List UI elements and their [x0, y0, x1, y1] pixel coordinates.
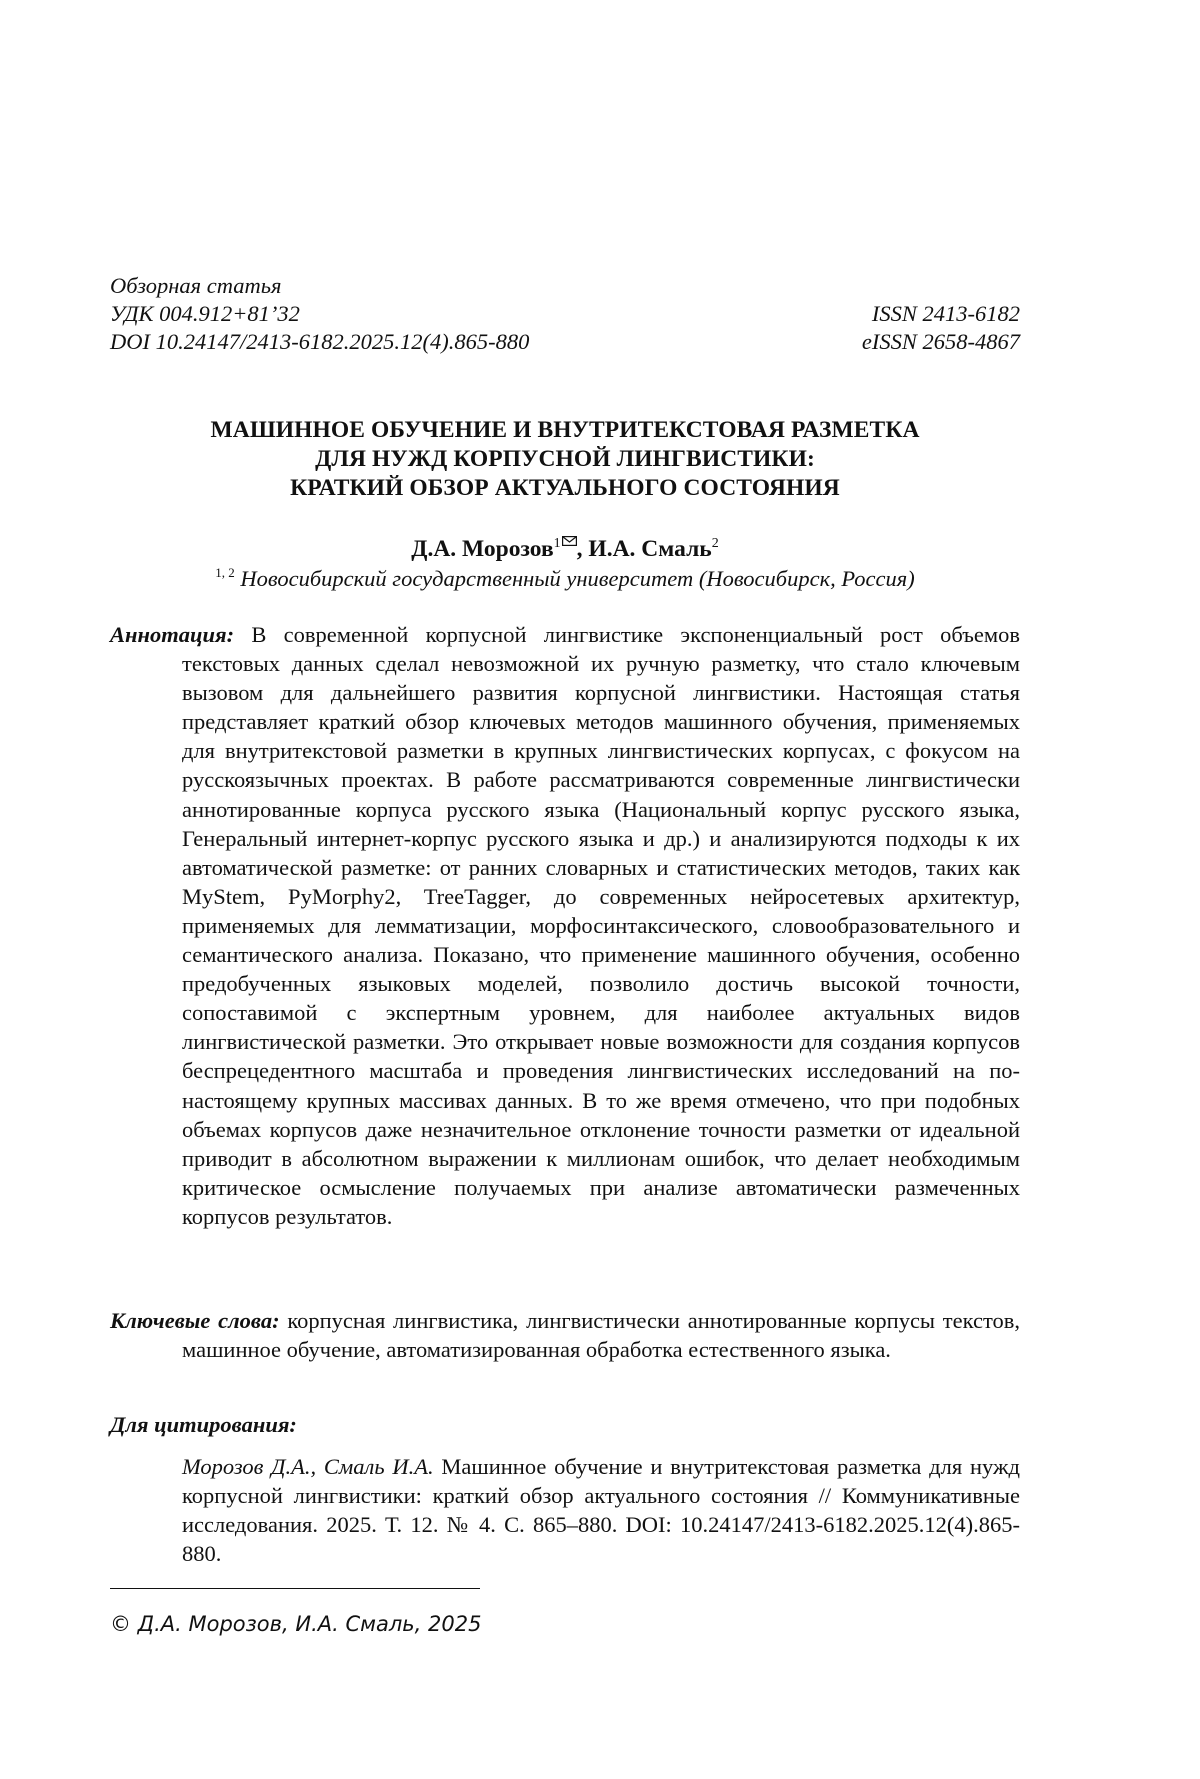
udc-code: УДК 004.912+81’32 — [110, 301, 300, 326]
issn: ISSN 2413-6182 — [871, 301, 1020, 326]
article-meta — [110, 272, 1020, 356]
author-2-name: И.А. Смаль — [588, 536, 712, 562]
keywords-text: корпусная лингвистика, лингвистически аннотированные корпусы текстов, машинное обучение, автоматизированная обработка естественного языка. — [182, 1308, 1021, 1363]
abstract — [110, 620, 1020, 1231]
affiliation — [110, 564, 1020, 594]
author-1-name: Д.А. Морозов — [411, 536, 554, 562]
doi: DOI 10.24147/2413-6182.2025.12(4).865-880 — [110, 329, 530, 354]
title-line-1: МАШИННОЕ ОБУЧЕНИЕ И ВНУТРИТЕКСТОВАЯ РАЗМЕТКА — [210, 417, 920, 443]
eissn: eISSN 2658-4867 — [861, 329, 1020, 354]
title-line-2: ДЛЯ НУЖД КОРПУСНОЙ ЛИНГВИСТИКИ: — [315, 446, 815, 472]
meta-row-doi — [110, 328, 1020, 356]
article-type: Обзорная статья — [110, 273, 282, 298]
abstract-label: Аннотация: — [110, 622, 235, 647]
author-1-affil-mark: 1 — [553, 536, 561, 551]
author-2-affil-mark: 2 — [711, 536, 719, 551]
abstract-text: В современной корпусной лингвистике экспоненциальный рост объемов текстовых данных сделал невозможной их ручную разметку, что стало ключевым вызовом для дальнейшего развития корпусной лингвистики. Настоящая статья представляет краткий обзор ключевых методов машинного обучения, применяемых для внутритекстовой разметки в крупных лингвистических корпусах, с фокусом на русскоязычных проектах. В работе рассматриваются современные лингвистически аннотированные корпуса русского языка (Национальный корпус русского языка, Генеральный интернет-корпус русского языка и др.) и анализируются подходы к их автоматической разметке: от ранних словарных и статистических методов, таких как MyStem, PyMorphy2, TreeTagger, до современных нейросетевых архитектур, применяемых для лемматизации, морфосинтаксического, словообразовательного и семантического анализа. Показано, что применение машинного обучения, особенно предобученных языковых моделей, позволило достичь высокой точности, сопоставимой с экспертным уровнем, для наиболее актуальных видов лингвистической разметки. Это открывает новые возможности для создания корпусов беспрецедентного масштаба и проведения лингвистических исследований на по-настоящему крупных массивах данных. В то же время отмечено, что при подобных объемах корпусов даже незначительное отклонение точности разметки от идеальной приводит в абсолютном выражении к миллионам ошибок, что делает необходимым критическое осмысление получаемых при анализе автоматически размеченных корпусов результатов. — [182, 622, 1021, 1229]
citation-text: Машинное обучение и внутритекстовая разметка для нужд корпусной лингвистики: краткий обзор актуального состояния // Коммуникативные исследования. 2025. Т. 12. № 4. С. 865–880. DOI: 10.24147/2413-6182.2025.12(4).865-880. — [182, 1454, 1020, 1567]
envelope-icon[interactable] — [562, 536, 577, 546]
affiliation-text: Новосибирский государственный университет (Новосибирск, Россия) — [240, 566, 915, 591]
author-separator: , — [576, 536, 589, 562]
article-title — [110, 416, 1020, 503]
title-line-3: КРАТКИЙ ОБЗОР АКТУАЛЬНОГО СОСТОЯНИЯ — [290, 475, 840, 501]
meta-row-udc — [110, 300, 1020, 328]
meta-row-type — [110, 272, 1020, 300]
citation-label: Для цитирования: — [110, 1412, 297, 1437]
copyright: © Д.А. Морозов, И.А. Смаль, 2025 — [110, 1612, 482, 1636]
keywords — [110, 1306, 1020, 1364]
footnote-divider — [110, 1588, 480, 1589]
keywords-label: Ключевые слова: — [110, 1308, 280, 1333]
author-line — [110, 534, 1020, 564]
citation-authors: Морозов Д.А., Смаль И.А. — [182, 1454, 434, 1479]
citation — [182, 1452, 1020, 1568]
affiliation-mark: 1, 2 — [215, 565, 235, 580]
